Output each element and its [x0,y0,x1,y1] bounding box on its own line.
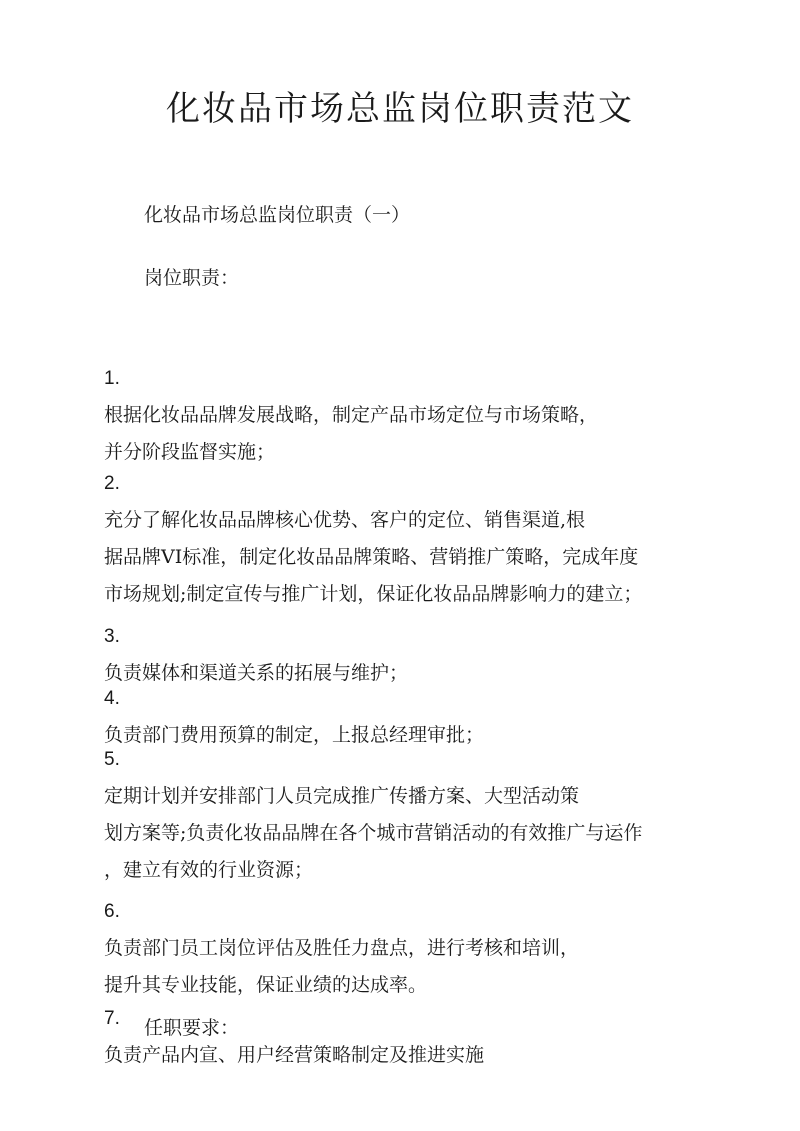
list-item-number: 3. [104,626,120,647]
list-item-number: 7. [104,1008,120,1029]
list-item-number: 4. [104,688,120,709]
duties-label: 岗位职责： [144,267,240,289]
section-heading: 化妆品市场总监岗位职责（一） [144,204,411,226]
list-item-text: 负责媒体和渠道关系的拓展与维护； [104,662,409,684]
list-item-text: 负责产品内宣、用户经营策略制定及推进实施 [104,1044,485,1066]
list-item-text: 负责部门费用预算的制定，上报总经理审批； [104,724,485,746]
list-item-text: 根据化妆品品牌发展战略，制定产品市场定位与市场策略， 并分阶段监督实施； [104,404,599,463]
list-item-text: 定期计划并安排部门人员完成推广传播方案、大型活动策 划方案等;负责化妆品品牌在各个城市营销活动的有效推广与运作 ，建立有效的行业资源； [104,785,643,881]
requirements-label: 任职要求： [144,1017,240,1039]
list-item-number: 6. [104,901,120,922]
list-item-number: 2. [104,473,120,494]
list-item-number: 1. [104,368,120,389]
list-item-number: 5. [104,749,120,770]
list-item-text: 充分了解化妆品品牌核心优势、客户的定位、销售渠道,根 据品牌VI标准，制定化妆品品牌策略、营销推广策略，完成年度 市场规划;制定宣传与推广计划，保证化妆品品牌影响力的建立； [104,509,643,605]
document-title: 化妆品市场总监岗位职责范文 [166,89,634,129]
list-item-text: 负责部门员工岗位评估及胜任力盘点，进行考核和培训， 提升其专业技能，保证业绩的达成率。 [104,937,580,996]
